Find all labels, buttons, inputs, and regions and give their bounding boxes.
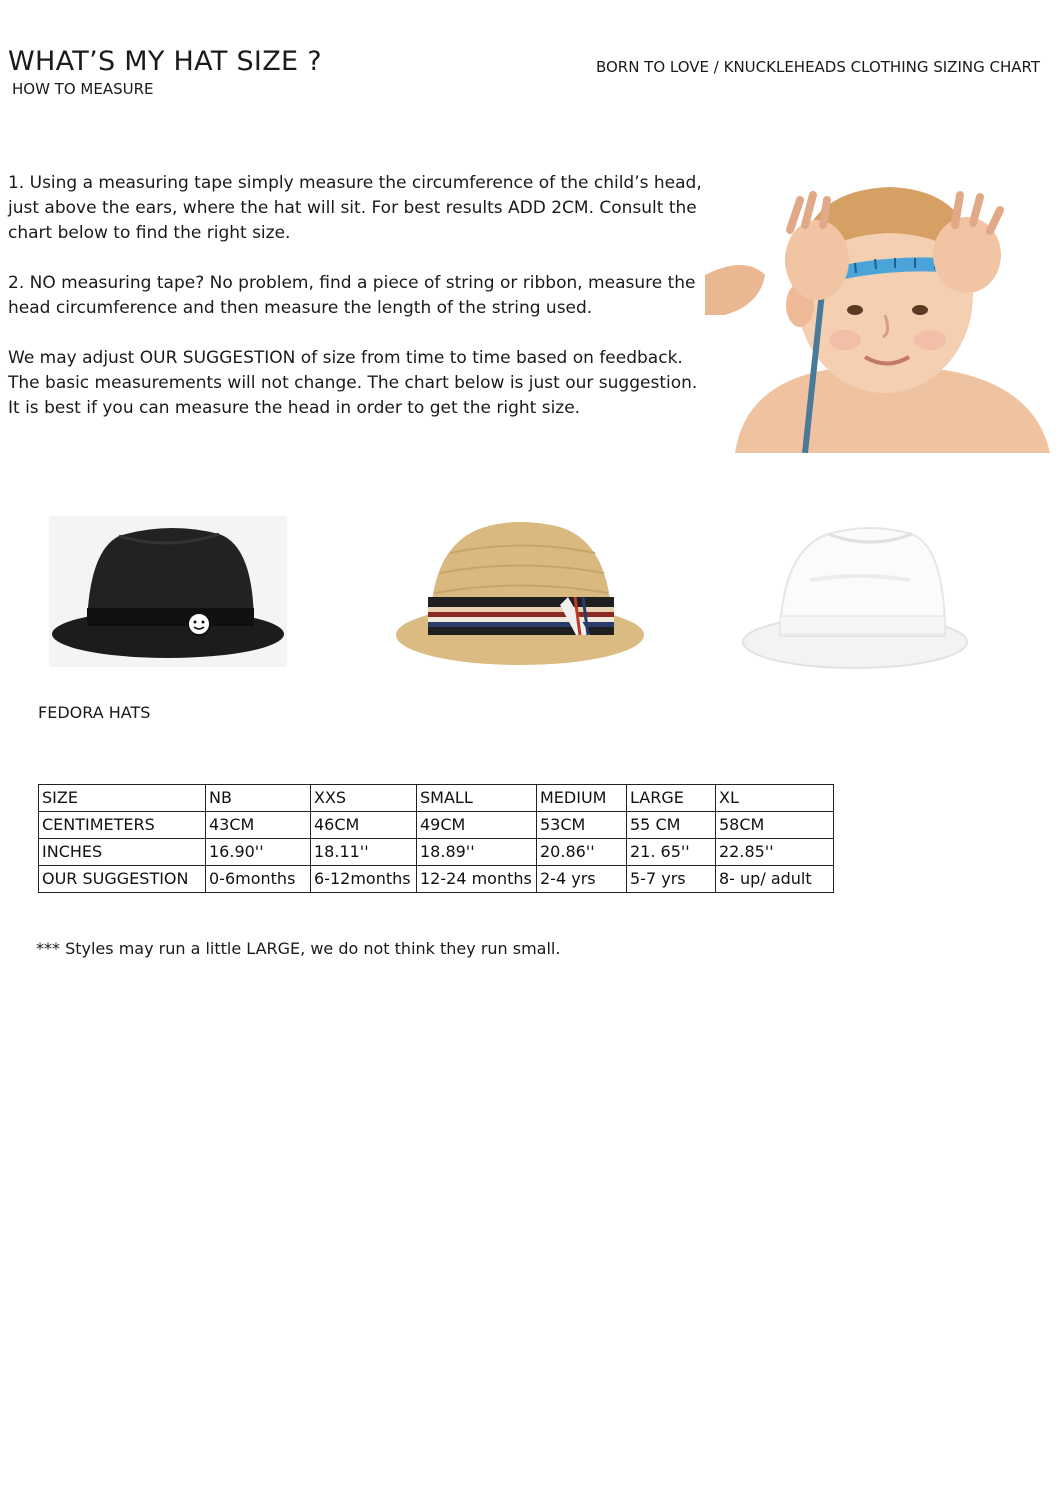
table-cell: 18.11'' xyxy=(311,839,417,866)
page-title: WHAT’S MY HAT SIZE ? xyxy=(8,46,322,77)
section-label-fedora-hats: FEDORA HATS xyxy=(38,703,151,722)
table-cell: MEDIUM xyxy=(537,785,627,812)
instruction-line: chart below to find the right size. xyxy=(8,223,291,243)
instruction-line: It is best if you can measure the head in order to get the right size. xyxy=(8,398,581,418)
table-row xyxy=(39,785,834,812)
child-measuring-head-photo xyxy=(705,165,1060,453)
instruction-line: The basic measurements will not change. The chart below is just our suggestion. xyxy=(8,373,698,393)
table-cell: 0-6months xyxy=(206,866,311,893)
table-cell: 8- up/ adult xyxy=(716,866,834,893)
instruction-line: head circumference and then measure the length of the string used. xyxy=(8,298,593,318)
instruction-measuring-tape xyxy=(8,171,702,246)
table-cell: 5-7 yrs xyxy=(627,866,716,893)
table-row-header: INCHES xyxy=(39,839,206,866)
instruction-suggestion-note xyxy=(8,346,696,421)
table-cell: LARGE xyxy=(627,785,716,812)
table-row-header: CENTIMETERS xyxy=(39,812,206,839)
instruction-string xyxy=(8,271,696,321)
table-cell: 21. 65'' xyxy=(627,839,716,866)
size-chart-table xyxy=(38,784,834,893)
table-cell: 16.90'' xyxy=(206,839,311,866)
instruction-line: 2. NO measuring tape? No problem, find a piece of string or ribbon, measure the xyxy=(8,273,696,293)
instruction-line: just above the ears, where the hat will sit. For best results ADD 2CM. Consult the xyxy=(8,198,697,218)
brand-chart-title: BORN TO LOVE / KNUCKLEHEADS CLOTHING SIZING CHART xyxy=(595,58,1040,76)
table-cell: 49CM xyxy=(417,812,537,839)
table-cell: NB xyxy=(206,785,311,812)
table-row xyxy=(39,866,834,893)
table-row-header: OUR SUGGESTION xyxy=(39,866,206,893)
table-cell: 22.85'' xyxy=(716,839,834,866)
black-fedora-photo xyxy=(49,516,287,667)
table-cell: 53CM xyxy=(537,812,627,839)
instruction-line: 1. Using a measuring tape simply measure the circumference of the child’s head, xyxy=(8,173,702,193)
table-cell: 55 CM xyxy=(627,812,716,839)
table-cell: 20.86'' xyxy=(537,839,627,866)
table-cell: 58CM xyxy=(716,812,834,839)
table-cell: XL xyxy=(716,785,834,812)
sizing-footnote: *** Styles may run a little LARGE, we do not think they run small. xyxy=(36,939,561,958)
table-row-header: SIZE xyxy=(39,785,206,812)
white-fedora-photo xyxy=(740,520,970,676)
table-cell: 2-4 yrs xyxy=(537,866,627,893)
table-cell: 12-24 months xyxy=(417,866,537,893)
table-cell: 6-12months xyxy=(311,866,417,893)
table-row xyxy=(39,839,834,866)
table-cell: 43CM xyxy=(206,812,311,839)
instruction-line: We may adjust OUR SUGGESTION of size from time to time based on feedback. xyxy=(8,348,683,368)
table-cell: 18.89'' xyxy=(417,839,537,866)
page-subtitle: HOW TO MEASURE xyxy=(12,80,154,98)
table-cell: 46CM xyxy=(311,812,417,839)
straw-fedora-photo xyxy=(390,513,650,673)
table-cell: SMALL xyxy=(417,785,537,812)
table-row xyxy=(39,812,834,839)
table-cell: XXS xyxy=(311,785,417,812)
